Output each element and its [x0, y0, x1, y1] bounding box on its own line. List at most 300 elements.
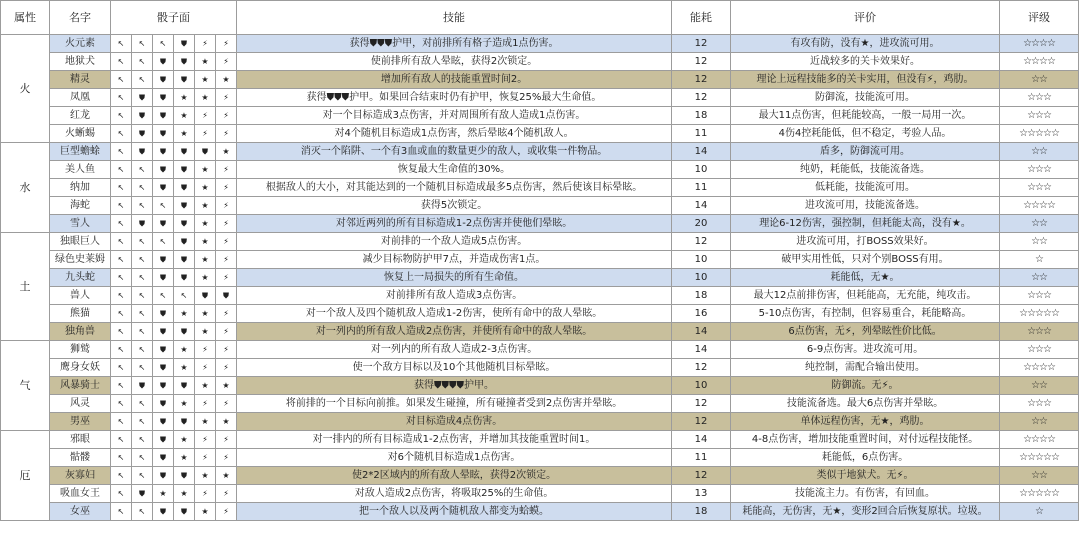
arrow-icon: ↖: [111, 161, 132, 179]
table-row: [1, 233, 1079, 251]
skill-text: 获得⛊⛊⛊护甲。如果回合结束时仍有护甲，恢复25%最大生命值。: [237, 89, 672, 107]
arrow-icon: ↖: [111, 233, 132, 251]
arrow-icon: ↖: [111, 215, 132, 233]
energy-cost: 16: [672, 305, 731, 323]
shield-icon: ⛊: [132, 485, 153, 503]
monster-name: 纳加: [50, 179, 111, 197]
monster-name: 巨型蟾蜍: [50, 143, 111, 161]
comment-text: 最大11点伤害，但耗能较高，一般一局用一次。: [731, 107, 1000, 125]
arrow-icon: ↖: [132, 395, 153, 413]
shield-icon: ⛊: [174, 161, 195, 179]
shield-icon: ⛊: [174, 71, 195, 89]
bolt-icon: ⚡: [216, 323, 237, 341]
table-row: [1, 143, 1079, 161]
skill-text: 恢复最大生命值的30%。: [237, 161, 672, 179]
table-row: [1, 449, 1079, 467]
monster-name: 火蜥蜴: [50, 125, 111, 143]
bolt-icon: ⚡: [216, 89, 237, 107]
arrow-icon: ↖: [111, 503, 132, 521]
bolt-icon: ⚡: [216, 161, 237, 179]
bolt-icon: ⚡: [195, 341, 216, 359]
rating-stars: ☆☆: [1000, 467, 1079, 485]
rating-stars: ☆☆☆: [1000, 395, 1079, 413]
energy-cost: 12: [672, 359, 731, 377]
skill-text: 对6个随机目标造成1点伤害。: [237, 449, 672, 467]
energy-cost: 20: [672, 215, 731, 233]
header-skill: 技能: [237, 1, 672, 35]
shield-icon: ⛊: [153, 503, 174, 521]
bolt-icon: ⚡: [216, 251, 237, 269]
shield-icon: ⛊: [153, 413, 174, 431]
star-icon: ★: [216, 377, 237, 395]
star-icon: ★: [174, 125, 195, 143]
rating-stars: ☆☆☆: [1000, 89, 1079, 107]
energy-cost: 18: [672, 503, 731, 521]
shield-icon: ⛊: [132, 89, 153, 107]
monster-name: 邪眼: [50, 431, 111, 449]
table-row: [1, 305, 1079, 323]
arrow-icon: ↖: [132, 35, 153, 53]
monster-name: 凤凰: [50, 89, 111, 107]
table-row: [1, 269, 1079, 287]
comment-text: 技能流主力。有伤害，有回血。: [731, 485, 1000, 503]
arrow-icon: ↖: [111, 35, 132, 53]
bolt-icon: ⚡: [195, 35, 216, 53]
monster-name: 红龙: [50, 107, 111, 125]
shield-icon: ⛊: [132, 215, 153, 233]
comment-text: 防御流，技能流可用。: [731, 89, 1000, 107]
energy-cost: 12: [672, 35, 731, 53]
element-cell: 土: [1, 233, 50, 341]
arrow-icon: ↖: [111, 71, 132, 89]
monster-name: 火元素: [50, 35, 111, 53]
rating-stars: ☆☆☆: [1000, 341, 1079, 359]
shield-icon: ⛊: [153, 377, 174, 395]
rating-stars: ☆: [1000, 503, 1079, 521]
bolt-icon: ⚡: [216, 359, 237, 377]
skill-text: 对敌人造成2点伤害，将吸取25%的生命值。: [237, 485, 672, 503]
comment-text: 耗能低，6点伤害。: [731, 449, 1000, 467]
comment-text: 低耗能，技能流可用。: [731, 179, 1000, 197]
rating-stars: ☆☆: [1000, 233, 1079, 251]
bolt-icon: ⚡: [216, 35, 237, 53]
energy-cost: 12: [672, 233, 731, 251]
monster-name: 女巫: [50, 503, 111, 521]
table-row: [1, 125, 1079, 143]
table-row: [1, 413, 1079, 431]
arrow-icon: ↖: [132, 71, 153, 89]
skill-text: 使前排所有敌人晕眩，获得2次锁定。: [237, 53, 672, 71]
bolt-icon: ⚡: [216, 503, 237, 521]
arrow-icon: ↖: [132, 449, 153, 467]
monster-name: 风暴骑士: [50, 377, 111, 395]
skill-text: 对一个敌人及四个随机敌人造成1-2伤害，使所有命中的敌人晕眩。: [237, 305, 672, 323]
comment-text: 理论6-12伤害，强控制，但耗能太高，没有★。: [731, 215, 1000, 233]
shield-icon: ⛊: [132, 377, 153, 395]
bolt-icon: ⚡: [216, 53, 237, 71]
comment-text: 技能流备选。最大6点伤害并晕眩。: [731, 395, 1000, 413]
bolt-icon: ⚡: [195, 359, 216, 377]
arrow-icon: ↖: [111, 125, 132, 143]
table-row: [1, 179, 1079, 197]
shield-icon: ⛊: [153, 341, 174, 359]
bolt-icon: ⚡: [216, 233, 237, 251]
star-icon: ★: [195, 161, 216, 179]
table-row: [1, 323, 1079, 341]
skill-text: 获得⛊⛊⛊护甲，对前排所有格子造成1点伤害。: [237, 35, 672, 53]
star-icon: ★: [174, 89, 195, 107]
monster-name: 吸血女王: [50, 485, 111, 503]
shield-icon: ⛊: [174, 215, 195, 233]
arrow-icon: ↖: [132, 251, 153, 269]
shield-icon: ⛊: [153, 71, 174, 89]
shield-icon: ⛊: [174, 179, 195, 197]
arrow-icon: ↖: [132, 341, 153, 359]
energy-cost: 12: [672, 395, 731, 413]
arrow-icon: ↖: [132, 413, 153, 431]
shield-icon: ⛊: [174, 197, 195, 215]
star-icon: ★: [195, 71, 216, 89]
shield-icon: ⛊: [153, 431, 174, 449]
skill-text: 获得⛊⛊⛊⛊护甲。: [237, 377, 672, 395]
energy-cost: 12: [672, 71, 731, 89]
comment-text: 盾多，防御流可用。: [731, 143, 1000, 161]
skill-text: 对一列内的所有敌人造成2点伤害，并使所有命中的敌人晕眩。: [237, 323, 672, 341]
table-row: [1, 71, 1079, 89]
shield-icon: ⛊: [153, 143, 174, 161]
shield-icon: ⛊: [153, 305, 174, 323]
monster-name: 熊猫: [50, 305, 111, 323]
rating-stars: ☆☆☆: [1000, 161, 1079, 179]
skill-text: 使2*2区域内的所有敌人晕眩，获得2次锁定。: [237, 467, 672, 485]
skill-text: 消灭一个陷阱、一个有3血或血的数量更少的敌人，或收集一件物品。: [237, 143, 672, 161]
table-row: [1, 89, 1079, 107]
shield-icon: ⛊: [153, 395, 174, 413]
comment-text: 理论上远程技能多的关卡实用，但没有⚡，鸡肋。: [731, 71, 1000, 89]
energy-cost: 10: [672, 377, 731, 395]
bolt-icon: ⚡: [195, 449, 216, 467]
comment-text: 耗能低，无★。: [731, 269, 1000, 287]
star-icon: ★: [195, 377, 216, 395]
shield-icon: ⛊: [153, 215, 174, 233]
arrow-icon: ↖: [132, 323, 153, 341]
arrow-icon: ↖: [111, 251, 132, 269]
energy-cost: 10: [672, 269, 731, 287]
skill-text: 使一个敌方目标以及10个其他随机目标晕眩。: [237, 359, 672, 377]
star-icon: ★: [174, 431, 195, 449]
star-icon: ★: [195, 323, 216, 341]
arrow-icon: ↖: [153, 197, 174, 215]
monster-name: 骷髅: [50, 449, 111, 467]
arrow-icon: ↖: [132, 197, 153, 215]
header-dice: 骰子面: [111, 1, 237, 35]
energy-cost: 14: [672, 197, 731, 215]
comment-text: 破甲实用性低，只对个别BOSS有用。: [731, 251, 1000, 269]
bolt-icon: ⚡: [216, 179, 237, 197]
shield-icon: ⛊: [153, 323, 174, 341]
star-icon: ★: [174, 395, 195, 413]
energy-cost: 12: [672, 467, 731, 485]
monster-name: 兽人: [50, 287, 111, 305]
comment-text: 有攻有防，没有★，进攻流可用。: [731, 35, 1000, 53]
shield-icon: ⛊: [153, 53, 174, 71]
bolt-icon: ⚡: [216, 431, 237, 449]
rating-stars: ☆☆: [1000, 71, 1079, 89]
star-icon: ★: [195, 89, 216, 107]
monster-name: 男巫: [50, 413, 111, 431]
arrow-icon: ↖: [111, 359, 132, 377]
arrow-icon: ↖: [132, 233, 153, 251]
energy-cost: 14: [672, 143, 731, 161]
bolt-icon: ⚡: [216, 107, 237, 125]
shield-icon: ⛊: [174, 143, 195, 161]
rating-stars: ☆☆☆: [1000, 287, 1079, 305]
shield-icon: ⛊: [195, 287, 216, 305]
table-row: [1, 431, 1079, 449]
element-cell: 水: [1, 143, 50, 233]
rating-stars: ☆☆☆☆: [1000, 197, 1079, 215]
comment-text: 进攻流可用，技能流备选。: [731, 197, 1000, 215]
arrow-icon: ↖: [111, 269, 132, 287]
energy-cost: 13: [672, 485, 731, 503]
energy-cost: 14: [672, 323, 731, 341]
energy-cost: 11: [672, 125, 731, 143]
shield-icon: ⛊: [174, 413, 195, 431]
energy-cost: 10: [672, 161, 731, 179]
energy-cost: 14: [672, 341, 731, 359]
shield-icon: ⛊: [174, 503, 195, 521]
arrow-icon: ↖: [111, 179, 132, 197]
skill-text: 对一排内的所有目标造成1-2点伤害，并增加其技能重置时间1。: [237, 431, 672, 449]
arrow-icon: ↖: [132, 305, 153, 323]
comment-text: 4伤4控耗能低，但不稳定，考验人品。: [731, 125, 1000, 143]
header-comment: 评价: [731, 1, 1000, 35]
arrow-icon: ↖: [111, 305, 132, 323]
arrow-icon: ↖: [132, 179, 153, 197]
element-cell: 火: [1, 35, 50, 143]
skill-text: 根据敌人的大小，对其能达到的一个随机目标造成最多5点伤害，然后使该目标晕眩。: [237, 179, 672, 197]
monster-name: 美人鱼: [50, 161, 111, 179]
table-row: [1, 503, 1079, 521]
rating-stars: ☆☆: [1000, 269, 1079, 287]
rating-stars: ☆☆☆☆☆: [1000, 305, 1079, 323]
arrow-icon: ↖: [111, 449, 132, 467]
rating-stars: ☆☆☆☆: [1000, 35, 1079, 53]
energy-cost: 11: [672, 179, 731, 197]
skill-text: 对一个目标造成3点伤害，并对周围所有敌人造成1点伤害。: [237, 107, 672, 125]
monster-name: 灰寡妇: [50, 467, 111, 485]
rating-stars: ☆☆: [1000, 413, 1079, 431]
monster-name: 海蛇: [50, 197, 111, 215]
bolt-icon: ⚡: [216, 395, 237, 413]
star-icon: ★: [174, 107, 195, 125]
arrow-icon: ↖: [132, 431, 153, 449]
energy-cost: 12: [672, 89, 731, 107]
comment-text: 最大12点前排伤害，但耗能高，无充能，纯攻击。: [731, 287, 1000, 305]
shield-icon: ⛊: [153, 359, 174, 377]
shield-icon: ⛊: [132, 107, 153, 125]
comment-text: 单体远程伤害，无★，鸡肋。: [731, 413, 1000, 431]
rating-stars: ☆☆☆: [1000, 323, 1079, 341]
shield-icon: ⛊: [174, 269, 195, 287]
header-name: 名字: [50, 1, 111, 35]
monster-name: 风灵: [50, 395, 111, 413]
skill-text: 恢复上一局损失的所有生命值。: [237, 269, 672, 287]
star-icon: ★: [195, 179, 216, 197]
comment-text: 纯控制，需配合输出使用。: [731, 359, 1000, 377]
comment-text: 进攻流可用，打BOSS效果好。: [731, 233, 1000, 251]
comment-text: 纯奶，耗能低，技能流备选。: [731, 161, 1000, 179]
bolt-icon: ⚡: [216, 449, 237, 467]
monster-name: 独眼巨人: [50, 233, 111, 251]
arrow-icon: ↖: [111, 143, 132, 161]
star-icon: ★: [195, 251, 216, 269]
comment-text: 近战较多的关卡效果好。: [731, 53, 1000, 71]
arrow-icon: ↖: [132, 467, 153, 485]
skill-text: 将前排的一个目标向前推。如果发生碰撞，所有碰撞者受到2点伤害并晕眩。: [237, 395, 672, 413]
rating-stars: ☆☆☆☆: [1000, 359, 1079, 377]
shield-icon: ⛊: [174, 467, 195, 485]
skill-text: 把一个敌人以及两个随机敌人都变为蛤蟆。: [237, 503, 672, 521]
monster-name: 独角兽: [50, 323, 111, 341]
arrow-icon: ↖: [111, 107, 132, 125]
comment-text: 4-8点伤害，增加技能重置时间，对付远程技能怪。: [731, 431, 1000, 449]
bolt-icon: ⚡: [195, 125, 216, 143]
shield-icon: ⛊: [153, 107, 174, 125]
shield-icon: ⛊: [153, 251, 174, 269]
star-icon: ★: [174, 359, 195, 377]
energy-cost: 10: [672, 251, 731, 269]
skill-text: 减少目标物防护甲7点，并造成伤害1点。: [237, 251, 672, 269]
monster-name: 九头蛇: [50, 269, 111, 287]
star-icon: ★: [153, 485, 174, 503]
table-row: [1, 341, 1079, 359]
shield-icon: ⛊: [153, 467, 174, 485]
monster-name: 狮鹫: [50, 341, 111, 359]
arrow-icon: ↖: [111, 323, 132, 341]
comment-text: 5-10点伤害，有控制，但容易重合，耗能略高。: [731, 305, 1000, 323]
bolt-icon: ⚡: [195, 485, 216, 503]
star-icon: ★: [174, 341, 195, 359]
table-row: [1, 215, 1079, 233]
skill-text: 对目标造成4点伤害。: [237, 413, 672, 431]
table-row: [1, 485, 1079, 503]
table-row: [1, 53, 1079, 71]
rating-stars: ☆☆☆☆☆: [1000, 449, 1079, 467]
energy-cost: 12: [672, 53, 731, 71]
rating-stars: ☆☆☆☆: [1000, 53, 1079, 71]
star-icon: ★: [195, 197, 216, 215]
star-icon: ★: [216, 413, 237, 431]
arrow-icon: ↖: [111, 287, 132, 305]
shield-icon: ⛊: [174, 53, 195, 71]
star-icon: ★: [195, 503, 216, 521]
rating-stars: ☆☆: [1000, 377, 1079, 395]
rating-stars: ☆☆: [1000, 215, 1079, 233]
star-icon: ★: [216, 143, 237, 161]
table-row: [1, 35, 1079, 53]
arrow-icon: ↖: [132, 269, 153, 287]
shield-icon: ⛊: [153, 179, 174, 197]
arrow-icon: ↖: [111, 53, 132, 71]
star-icon: ★: [216, 71, 237, 89]
energy-cost: 11: [672, 449, 731, 467]
bolt-icon: ⚡: [195, 431, 216, 449]
energy-cost: 18: [672, 287, 731, 305]
header-row: [1, 1, 1079, 35]
shield-icon: ⛊: [153, 161, 174, 179]
star-icon: ★: [195, 413, 216, 431]
element-cell: 厄: [1, 431, 50, 521]
skill-text: 对前排所有敌人造成3点伤害。: [237, 287, 672, 305]
table-row: [1, 251, 1079, 269]
comment-text: 6点伤害，无⚡，列晕眩性价比低。: [731, 323, 1000, 341]
shield-icon: ⛊: [174, 233, 195, 251]
monster-name: 精灵: [50, 71, 111, 89]
star-icon: ★: [195, 233, 216, 251]
star-icon: ★: [195, 53, 216, 71]
table-body: [1, 35, 1079, 521]
arrow-icon: ↖: [111, 413, 132, 431]
table-row: [1, 107, 1079, 125]
bolt-icon: ⚡: [216, 269, 237, 287]
arrow-icon: ↖: [111, 467, 132, 485]
shield-icon: ⛊: [174, 35, 195, 53]
rating-stars: ☆☆☆☆☆: [1000, 485, 1079, 503]
skill-text: 对邻近两列的所有目标造成1-2点伤害并使他们晕眩。: [237, 215, 672, 233]
arrow-icon: ↖: [111, 395, 132, 413]
shield-icon: ⛊: [132, 125, 153, 143]
rating-stars: ☆☆☆: [1000, 179, 1079, 197]
table-row: [1, 197, 1079, 215]
rating-stars: ☆: [1000, 251, 1079, 269]
skill-text: 对前排的一个敌人造成5点伤害。: [237, 233, 672, 251]
bolt-icon: ⚡: [195, 107, 216, 125]
comment-text: 类似于地狱犬。无⚡。: [731, 467, 1000, 485]
arrow-icon: ↖: [132, 359, 153, 377]
arrow-icon: ↖: [111, 197, 132, 215]
bolt-icon: ⚡: [216, 197, 237, 215]
monster-name: 绿色史莱姆: [50, 251, 111, 269]
rating-stars: ☆☆: [1000, 143, 1079, 161]
arrow-icon: ↖: [132, 503, 153, 521]
arrow-icon: ↖: [111, 431, 132, 449]
star-icon: ★: [195, 269, 216, 287]
table-row: [1, 377, 1079, 395]
shield-icon: ⛊: [132, 143, 153, 161]
table-row: [1, 395, 1079, 413]
monster-name: 地狱犬: [50, 53, 111, 71]
comment-text: 防御流。无⚡。: [731, 377, 1000, 395]
arrow-icon: ↖: [111, 89, 132, 107]
arrow-icon: ↖: [153, 287, 174, 305]
rating-stars: ☆☆☆☆☆: [1000, 125, 1079, 143]
table-row: [1, 467, 1079, 485]
comment-text: 耗能高，无伤害，无★，变形2回合后恢复原状。垃圾。: [731, 503, 1000, 521]
star-icon: ★: [216, 467, 237, 485]
skill-text: 获得5次锁定。: [237, 197, 672, 215]
table-row: [1, 287, 1079, 305]
shield-icon: ⛊: [174, 377, 195, 395]
table-row: [1, 161, 1079, 179]
monster-name: 鹰身女妖: [50, 359, 111, 377]
bolt-icon: ⚡: [216, 215, 237, 233]
arrow-icon: ↖: [132, 161, 153, 179]
shield-icon: ⛊: [195, 143, 216, 161]
rating-stars: ☆☆☆☆: [1000, 431, 1079, 449]
arrow-icon: ↖: [132, 287, 153, 305]
bolt-icon: ⚡: [216, 485, 237, 503]
